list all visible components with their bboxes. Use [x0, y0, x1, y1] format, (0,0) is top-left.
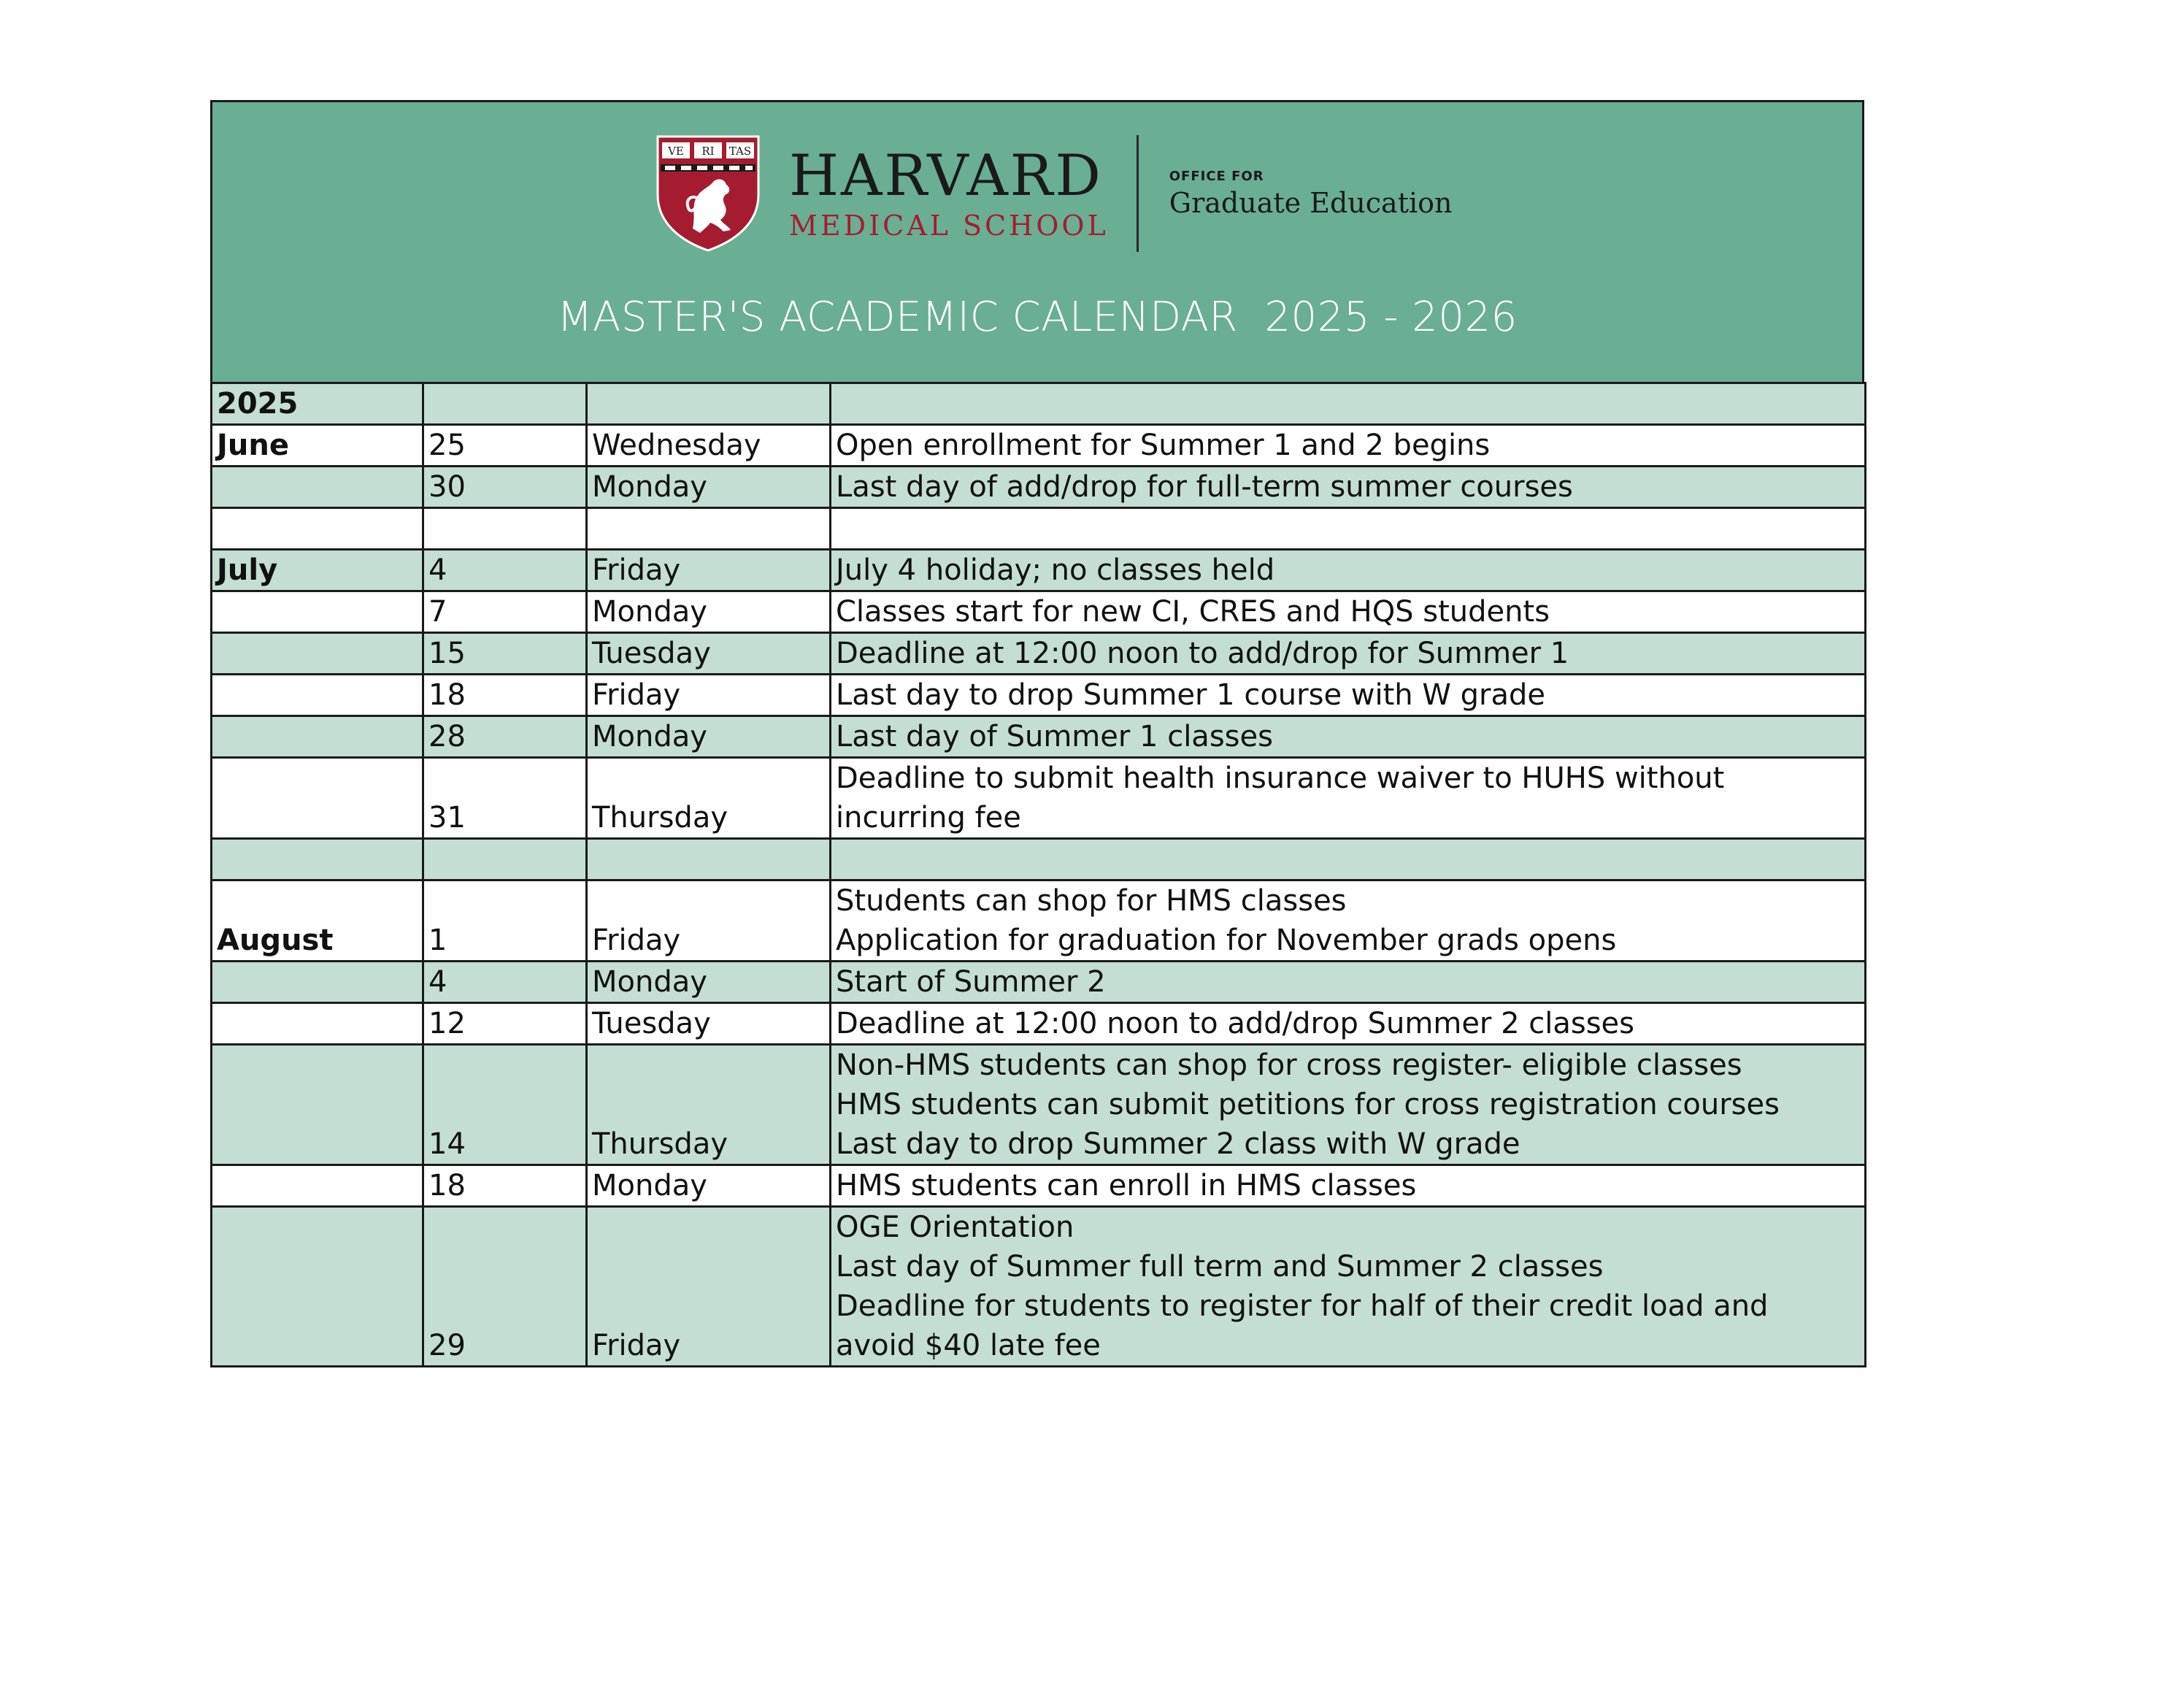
motto-tas: TAS [728, 145, 752, 158]
calendar-row [212, 550, 1866, 591]
month-cell: June [212, 425, 423, 467]
event-text: HMS students can enroll in HMS classes [836, 1169, 1417, 1202]
event-text: Deadline for students to register for half of their credit load and [836, 1289, 1769, 1323]
event-text: Last day of add/drop for full-term summer courses [836, 470, 1573, 504]
day-cell: 28 [423, 716, 587, 758]
weekday-cell: Friday [587, 550, 831, 591]
calendar-row [212, 467, 1866, 508]
hms-logo [655, 135, 1452, 252]
calendar-row [212, 1165, 1866, 1207]
event-cell [831, 633, 1866, 675]
calendar-body [212, 383, 1866, 1367]
day-cell: 31 [423, 758, 587, 839]
day-cell: 18 [423, 675, 587, 716]
month-cell [212, 716, 423, 758]
event-text: HMS students can submit petitions for cross registration courses [836, 1088, 1780, 1121]
event-cell [831, 839, 1866, 881]
day-cell: 12 [423, 1003, 587, 1045]
event-cell [831, 467, 1866, 508]
weekday-cell: Tuesday [587, 633, 831, 675]
month-cell: August [212, 881, 423, 962]
month-cell [212, 962, 423, 1003]
day-cell: 7 [423, 591, 587, 633]
header-banner [210, 100, 1864, 382]
calendar-row [212, 425, 1866, 467]
event-cell [831, 881, 1866, 962]
event-text: OGE Orientation [836, 1211, 1074, 1244]
event-text: Open enrollment for Summer 1 and 2 begins [836, 429, 1491, 462]
weekday-cell: Monday [587, 467, 831, 508]
day-cell: 25 [423, 425, 587, 467]
month-cell [212, 675, 423, 716]
event-cell [831, 675, 1866, 716]
month-cell [212, 1003, 423, 1045]
calendar-row [212, 591, 1866, 633]
event-cell [831, 425, 1866, 467]
day-cell [423, 383, 587, 425]
event-text: Last day to drop Summer 2 class with W grade [836, 1127, 1520, 1161]
calendar-row [212, 508, 1866, 550]
day-cell [423, 839, 587, 881]
event-text: July 4 holiday; no classes held [836, 553, 1275, 587]
weekday-cell: Friday [587, 1207, 831, 1367]
event-cell [831, 1207, 1866, 1367]
event-text: Last day of Summer 1 classes [836, 720, 1273, 753]
calendar-row [212, 716, 1866, 758]
day-cell: 1 [423, 881, 587, 962]
month-cell [212, 467, 423, 508]
harvard-shield-icon [655, 135, 761, 252]
day-cell: 18 [423, 1165, 587, 1207]
event-text: avoid $40 late fee [836, 1329, 1101, 1362]
month-cell [212, 591, 423, 633]
weekday-cell: Thursday [587, 1045, 831, 1165]
day-cell: 15 [423, 633, 587, 675]
month-cell [212, 633, 423, 675]
event-cell [831, 716, 1866, 758]
page-title: MASTER'S ACADEMIC CALENDAR 2025 - 2026 [557, 294, 1518, 341]
weekday-cell [587, 508, 831, 550]
event-text: Classes start for new CI, CRES and HQS students [836, 595, 1550, 629]
month-cell: 2025 [212, 383, 423, 425]
event-cell [831, 1045, 1866, 1165]
event-text: Last day of Summer full term and Summer 2 classes [836, 1250, 1604, 1284]
event-cell [831, 383, 1866, 425]
weekday-cell: Friday [587, 881, 831, 962]
logo-harvard: HARVARD [789, 143, 1103, 209]
event-text: Application for graduation for November grads opens [836, 924, 1617, 957]
event-cell [831, 1165, 1866, 1207]
calendar-row [212, 1003, 1866, 1045]
event-text: Start of Summer 2 [836, 965, 1106, 999]
logo-medical-school: MEDICAL SCHOOL [789, 210, 1109, 242]
day-cell: 4 [423, 962, 587, 1003]
office-name: Graduate Education [1169, 186, 1453, 219]
day-cell: 29 [423, 1207, 587, 1367]
motto-ve: VE [668, 145, 684, 158]
calendar-row [212, 962, 1866, 1003]
weekday-cell: Friday [587, 675, 831, 716]
month-cell [212, 758, 423, 839]
event-cell [831, 758, 1866, 839]
motto-ri: RI [701, 145, 715, 158]
weekday-cell [587, 839, 831, 881]
weekday-cell: Thursday [587, 758, 831, 839]
day-cell: 14 [423, 1045, 587, 1165]
weekday-cell: Wednesday [587, 425, 831, 467]
calendar-row [212, 383, 1866, 425]
weekday-cell: Monday [587, 591, 831, 633]
weekday-cell: Monday [587, 716, 831, 758]
event-cell [831, 550, 1866, 591]
event-cell [831, 1003, 1866, 1045]
day-cell: 30 [423, 467, 587, 508]
office-lockup [1169, 169, 1453, 219]
month-cell: July [212, 550, 423, 591]
calendar-row [212, 1045, 1866, 1165]
event-text: Students can shop for HMS classes [836, 884, 1347, 918]
wordmark [789, 145, 1109, 242]
event-cell [831, 591, 1866, 633]
weekday-cell: Tuesday [587, 1003, 831, 1045]
month-cell [212, 1165, 423, 1207]
calendar-row [212, 1207, 1866, 1367]
month-cell [212, 1045, 423, 1165]
weekday-cell: Monday [587, 962, 831, 1003]
weekday-cell: Monday [587, 1165, 831, 1207]
calendar-sheet [210, 100, 1864, 1367]
calendar-row [212, 881, 1866, 962]
month-cell [212, 508, 423, 550]
event-text: incurring fee [836, 801, 1021, 835]
event-text: Last day to drop Summer 1 course with W grade [836, 678, 1545, 712]
calendar-row [212, 675, 1866, 716]
month-cell [212, 1207, 423, 1367]
event-cell [831, 508, 1866, 550]
calendar-row [212, 633, 1866, 675]
calendar-table [210, 382, 1866, 1367]
logo-divider [1137, 135, 1139, 252]
day-cell: 4 [423, 550, 587, 591]
office-for-label: OFFICE FOR [1169, 168, 1264, 184]
calendar-row [212, 758, 1866, 839]
event-text: Deadline at 12:00 noon to add/drop Summer 2 classes [836, 1007, 1635, 1040]
event-text: Deadline to submit health insurance waiver to HUHS without [836, 761, 1725, 795]
day-cell [423, 508, 587, 550]
month-cell [212, 839, 423, 881]
event-cell [831, 962, 1866, 1003]
event-text: Non-HMS students can shop for cross register- eligible classes [836, 1048, 1742, 1082]
weekday-cell [587, 383, 831, 425]
calendar-row [212, 839, 1866, 881]
event-text: Deadline at 12:00 noon to add/drop for Summer 1 [836, 637, 1569, 670]
